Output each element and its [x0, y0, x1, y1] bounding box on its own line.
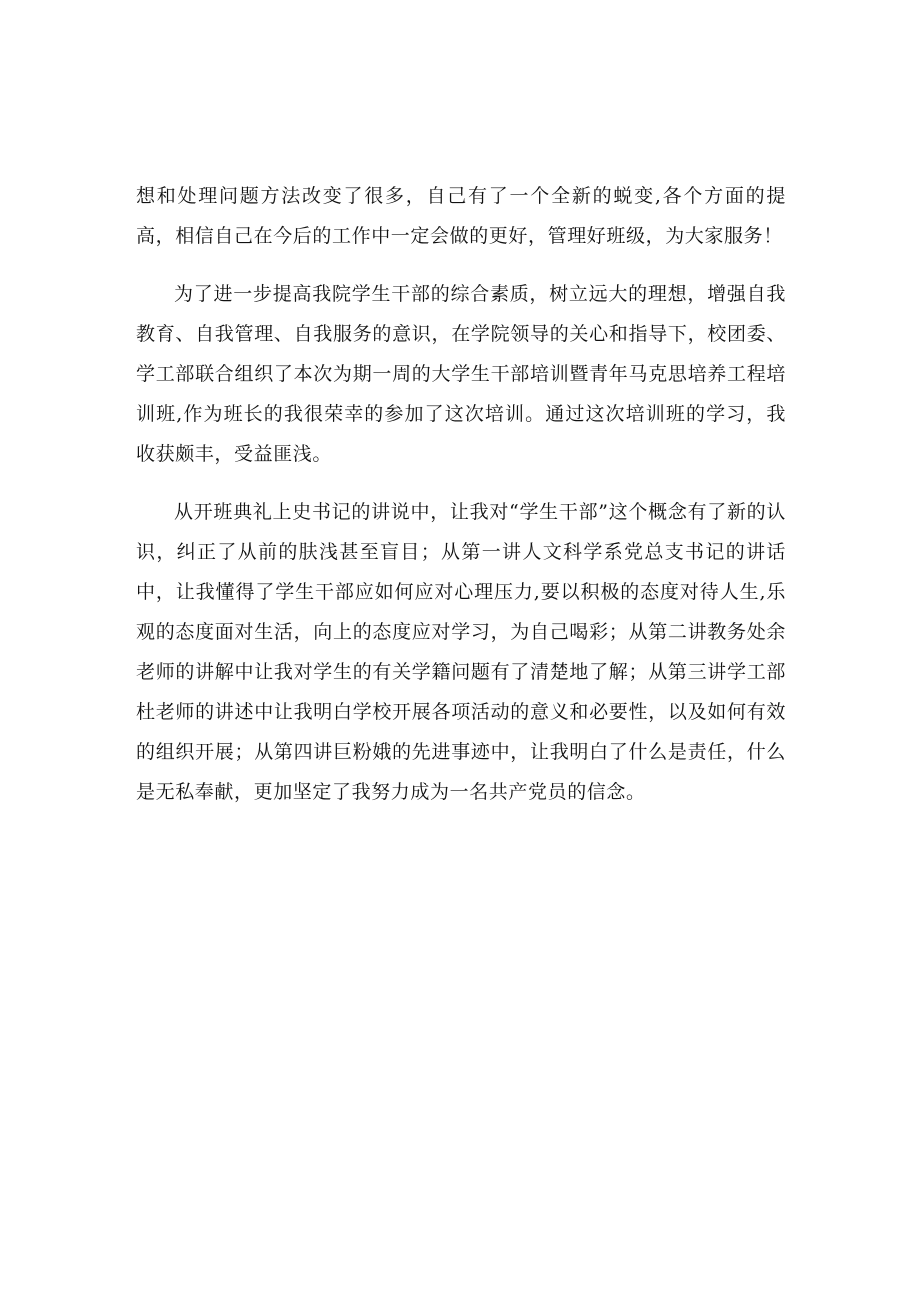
paragraph-3: 从开班典礼上史书记的讲说中，让我对“学生干部”这个概念有了新的认识，纠正了从前的肤浅甚至盲目；从第一讲人文科学系党总支书记的讲话中，让我懂得了学生干部应如何应对心理压力,要以积极的态度对待人生,乐观的态度面对生活，向上的态度应对学习，为自己喝彩；从第二讲教务处余老师的讲解中让我对学生的有关学籍问题有了清楚地了解；从第三讲学工部杜老师的讲述中让我明白学校开展各项活动的意义和必要性，以及如何有效的组织开展；从第四讲巨粉娥的先进事迹中，让我明白了什么是责任，什么是无私奉献，更加坚定了我努力成为一名共产党员的信念。	[136, 501, 786, 803]
paragraph-2: 为了进一步提高我院学生干部的综合素质，树立远大的理想，增强自我教育、自我管理、自我服务的意识，在学院领导的关心和指导下，校团委、学工部联合组织了本次为期一周的大学生干部培训暨青年马克思培养工程培训班,作为班长的我很荣幸的参加了这次培训。通过这次培训班的学习，我收获颇丰，受益匪浅。	[136, 283, 786, 465]
document-body	[136, 176, 786, 830]
paragraph-1: 想和处理问题方法改变了很多，自己有了一个全新的蜕变,各个方面的提高，相信自己在今后的工作中一定会做的更好，管理好班级，为大家服务！	[136, 185, 786, 247]
